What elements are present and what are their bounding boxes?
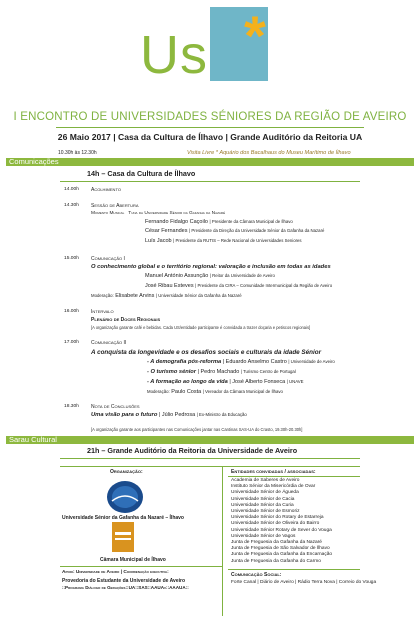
- hour: 15.00h: [64, 256, 79, 261]
- hour: 16.00h: [64, 309, 79, 314]
- divider: [228, 476, 360, 477]
- activity: Sessão de Abertura: [91, 203, 139, 209]
- list-item: Universidade Sénior da Curia: [231, 502, 294, 508]
- list-item: Universidade Sénior de Cacia: [231, 496, 295, 502]
- event-title: I ENCONTRO DE UNIVERSIDADES SÉNIORES DA REGIÃO DE AVEIRO: [13, 111, 407, 123]
- divider: [228, 569, 360, 570]
- event-subtitle: 26 Maio 2017 | Casa da Cultura de Ílhavo | Grande Auditório da Reitoria UA: [57, 132, 363, 142]
- speaker: Luís Jacob | Presidente da RUTIS – Rede Nacional de Universidades Seniores: [145, 238, 302, 244]
- momento-musical: Momento Musical Tuna da Universidade Sénior da Gafanha da Nazaré: [91, 211, 226, 216]
- list-item: Universidade Sénior de Esmoriz: [231, 509, 300, 515]
- list-item: Junta de Freguesia da Gafanha da Encarnação: [231, 552, 333, 558]
- activity: Comunicação II: [91, 340, 127, 346]
- list-item: Universidade Sénior Rotary de Sever do Vouga: [231, 527, 332, 533]
- hour: 17.00h: [64, 340, 79, 345]
- section-band-sarau: Sarau Cultural: [6, 436, 414, 444]
- talk: - A formação ao longo da vida | José Alberto Fonseca | UNAVE: [147, 379, 304, 385]
- section-band-comunicacoes: Comunicações: [6, 158, 414, 166]
- media-heading: Comunicação Social:: [231, 572, 282, 578]
- note: [A organização garante aos participantes nas Comunicações jantar nas Cantinas SAS-UA do Crasto, 19.30h-20.30h]: [91, 427, 303, 432]
- hour: 14.00h: [64, 187, 79, 192]
- entities-list: [231, 478, 332, 565]
- speaker: Fernando Fidalgo Caçoilo | Presidente da Câmara Municipal de Ílhavo: [145, 219, 293, 225]
- moderator: Moderação: Paulo Costa | Vereador da Câmara Municipal de Ílhavo: [147, 389, 283, 395]
- activity: Nota de Conclusões: [91, 404, 140, 410]
- divider: [60, 466, 360, 467]
- list-item: Academia de Saberes de Aveiro: [231, 478, 300, 483]
- title-rule: [56, 127, 364, 128]
- closing: Uma visão para o futuro | Júlio Pedrosa | Ex-Ministro da Educação: [91, 412, 247, 418]
- speaker: César Fernandes | Presidente da Direção da Universidade Sénior da Gafanha da Nazaré: [145, 228, 325, 234]
- logo-star: *: [244, 4, 266, 67]
- speaker: Manuel António Assunção | Reitor da Universidade de Aveiro: [145, 273, 275, 279]
- org1-name: Universidade Sénior da Gafanha da Nazaré – Ílhavo: [62, 515, 184, 521]
- divider: [60, 566, 222, 567]
- support-line1: Provedoria do Estudante da Universidade de Aveiro: [62, 578, 185, 584]
- list-item: Universidade Sénior de Oliveira do Bairro: [231, 521, 320, 527]
- activity: Comunicação I: [91, 256, 125, 262]
- visit-time: 10.30h às 12.30h: [58, 150, 97, 156]
- venue-reitoria: 21h – Grande Auditório da Reitoria da Universidade de Aveiro: [87, 446, 298, 455]
- activity-sub: Plenário de Doces Regionais: [91, 317, 161, 323]
- column-divider: [222, 466, 223, 616]
- entities-heading: Entidades convidadas / associadas:: [231, 469, 316, 475]
- talk: - A demografia pós-reforma | Eduardo Anselmo Castro | Universidade de Aveiro: [147, 359, 335, 365]
- activity: Intervalo: [91, 309, 114, 315]
- communication-title: O conhecimento global e o território regional: valoração e inclusão em todas as idades: [91, 264, 331, 270]
- hour: 14.30h: [64, 203, 79, 208]
- communication-title: A conquista da longevidade e os desafios sociais e culturais da idade Sénior: [91, 349, 322, 356]
- usgn-logo: [104, 479, 146, 520]
- list-item: Junta de Freguesia da Gafanha da Nazaré: [231, 540, 322, 546]
- org-heading: Organização:: [110, 469, 143, 475]
- cmi-logo: [112, 522, 134, 552]
- logo-text: Us: [140, 25, 208, 85]
- list-item: Instituto Sénior da Misericórdia de Ovar: [231, 484, 316, 490]
- activity: Acolhimento: [91, 187, 121, 193]
- moderator: Moderação: Elisabete Arvins | Universidade Sénior da Gafanha da Nazaré: [91, 293, 242, 299]
- divider: [60, 458, 360, 459]
- hour: 18.30h: [64, 404, 79, 409]
- list-item: Junta de Freguesia de São Salvador de Ílhavo: [231, 546, 330, 552]
- media-list: Forte Canal | Diário de Aveiro | Rádio Terra Nova | Correio do Vouga: [231, 580, 377, 585]
- list-item: Universidade Sénior de Vagos: [231, 533, 296, 539]
- list-item: Universidade Sénior do Rotary de Estarreja: [231, 515, 324, 521]
- divider: [60, 181, 360, 182]
- support-heading: Apoio: Universidade de Aveiro | Coordenação executiva:: [62, 570, 169, 575]
- list-item: Universidade Sénior de Águeda: [231, 490, 299, 496]
- speaker: José Ribau Esteves | Presidente da CIRA – Comunidade Intermunicipal da Região de Aveiro: [145, 283, 333, 289]
- note: [A organização garante café e bebidas. Cada US/entidade participante é convidada a trazer doçaria e petiscos regionais]: [91, 325, 311, 330]
- visit-info: Visita Livre * Aquário dos Bacalhaus do Museu Marítimo de Ílhavo: [187, 150, 351, 156]
- venue-casa-cultura: 14h – Casa da Cultura de Ílhavo: [87, 169, 196, 178]
- org2-name: Câmara Municipal de Ílhavo: [100, 557, 166, 563]
- support-line2: ::Programa Diálogo de Gerações::UA::SAS::AAUAv::AAAUA::: [62, 585, 189, 590]
- talk: - O turismo sénior | Pedro Machado | Turismo Centro de Portugal: [147, 369, 296, 375]
- list-item: Junta de Freguesia da Gafanha do Carmo: [231, 558, 321, 564]
